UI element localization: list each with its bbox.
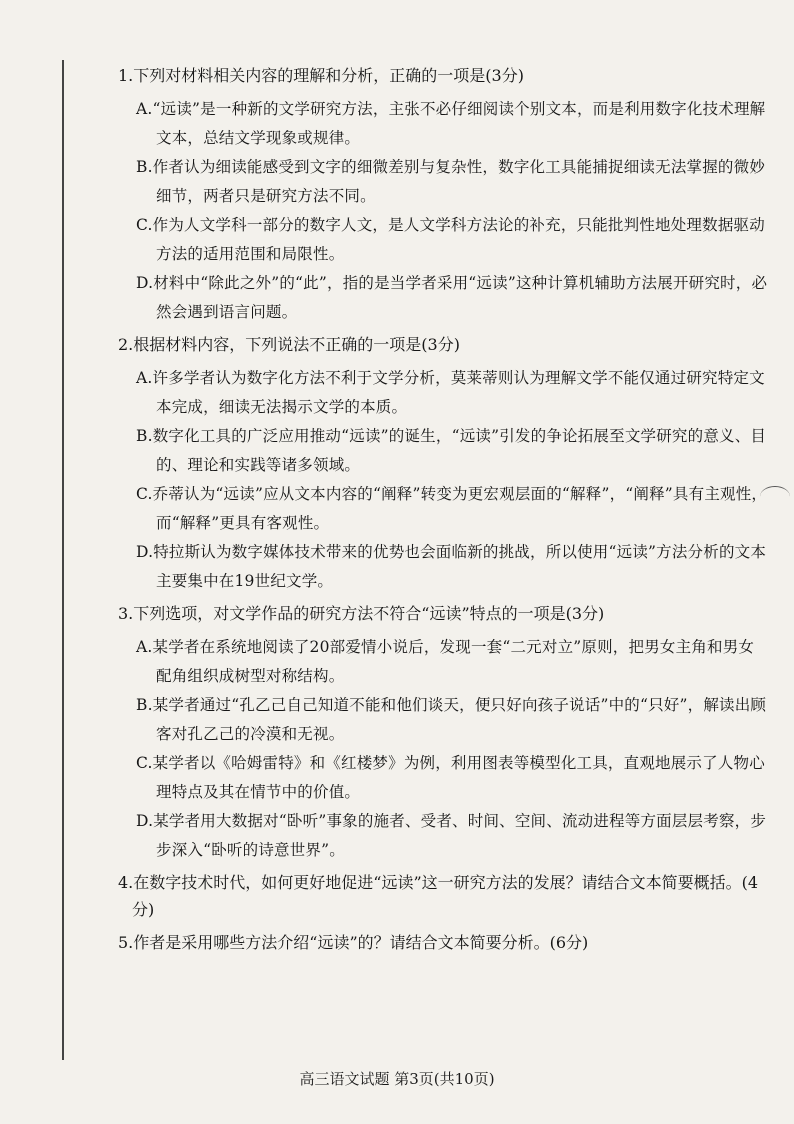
option-a: A.某学者在系统地阅读了20部爱情小说后，发现一套“二元对立”原则，把男女主角和男女配角组织成树型对称结构。 [136, 638, 755, 685]
option-d: D.材料中“除此之外”的“此”，指的是当学者采用“远读”这种计算机辅助方法展开研究时，必然会遇到语言问题。 [136, 274, 768, 321]
question-stem: 1.下列对材料相关内容的理解和分析，正确的一项是(3分) [118, 66, 524, 85]
question-list [118, 62, 768, 962]
option-c: C.作为人文学科一部分的数字人文，是人文学科方法论的补充，只能批判性地处理数据驱动方法的适用范围和局限性。 [136, 216, 765, 263]
question-2 [118, 331, 768, 596]
question-stem: 2.根据材料内容，下列说法不正确的一项是(3分) [118, 335, 460, 354]
question-3 [118, 600, 768, 865]
option-b: B.作者认为细读能感受到文字的细微差别与复杂性，数字化工具能捕捉细读无法掌握的微妙细节，两者只是研究方法不同。 [136, 158, 766, 205]
option-c: C.乔蒂认为“远读”应从文本内容的“阐释”转变为更宏观层面的“解释”，“阐释”具有主观性，而“解释”更具有客观性。 [136, 485, 768, 532]
option-b: B.某学者通过“孔乙己自己知道不能和他们谈天，便只好向孩子说话”中的“只好”，解读出顾客对孔乙己的冷漠和无视。 [136, 696, 767, 743]
option-d: D.某学者用大数据对“卧听”事象的施者、受者、时间、空间、流动进程等方面层层考察，步步深入“卧听的诗意世界”。 [136, 812, 767, 859]
question-stem: 5.作者是采用哪些方法介绍“远读”的？请结合文本简要分析。(6分) [118, 933, 589, 952]
question-4 [118, 869, 768, 923]
option-b: B.数字化工具的广泛应用推动“远读”的诞生，“远读”引发的争论拓展至文学研究的意义、目的、理论和实践等诸多领域。 [136, 427, 767, 474]
option-d: D.特拉斯认为数字媒体技术带来的优势也会面临新的挑战，所以使用“远读”方法分析的文本主要集中在19世纪文学。 [136, 543, 767, 590]
question-5 [118, 929, 768, 956]
option-a: A.许多学者认为数字化方法不利于文学分析，莫莱蒂则认为理解文学不能仅通过研究特定文本完成，细读无法揭示文学的本质。 [136, 369, 765, 416]
option-a: A.“远读”是一种新的文学研究方法，主张不必仔细阅读个别文本，而是利用数字化技术理解文本，总结文学现象或规律。 [136, 100, 766, 147]
question-stem: 3.下列选项，对文学作品的研究方法不符合“远读”特点的一项是(3分) [118, 604, 605, 623]
option-c: C.某学者以《哈姆雷特》和《红楼梦》为例，利用图表等模型化工具，直观地展示了人物心理特点及其在情节中的价值。 [136, 754, 765, 801]
question-stem: 4.在数字技术时代，如何更好地促进“远读”这一研究方法的发展？请结合文本简要概括。(4分) [118, 873, 759, 919]
binding-margin-line [62, 60, 64, 1060]
page-footer: 高三语文试题 第3页(共10页) [299, 1070, 495, 1088]
question-1 [118, 62, 768, 327]
